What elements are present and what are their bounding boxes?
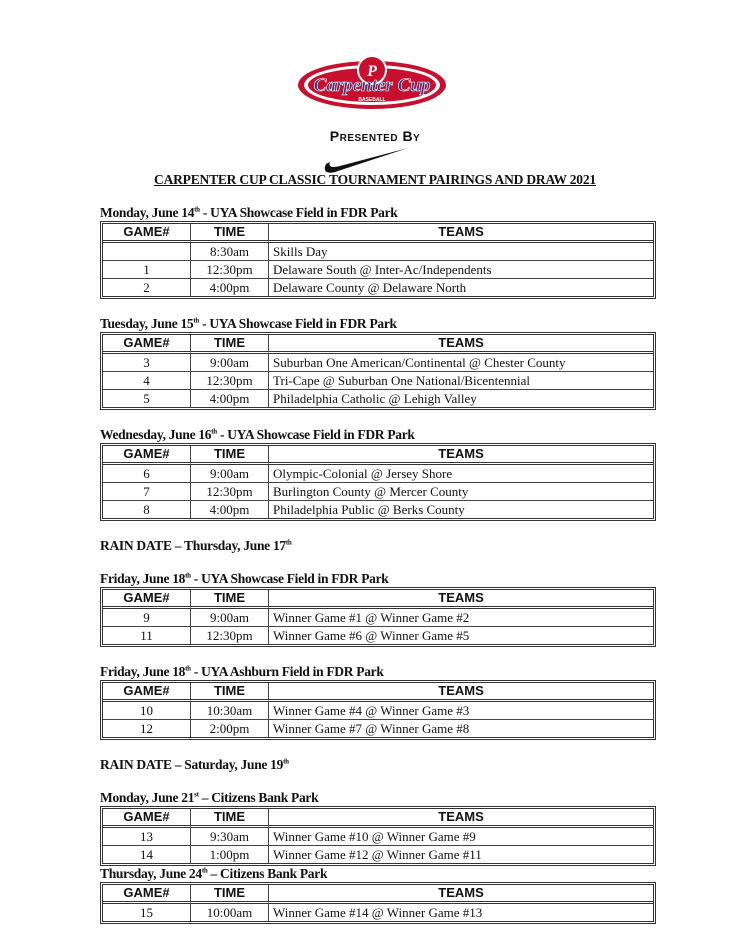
col-teams: TEAMS <box>269 885 653 904</box>
col-time: TIME <box>191 590 269 609</box>
section-heading: Friday, June 18th - UYA Ashburn Field in FDR Park <box>100 664 384 679</box>
schedule <box>100 205 656 924</box>
table-row: 10 10:30am Winner Game #4 @ Winner Game #3 <box>103 702 653 720</box>
section-heading: Monday, June 21st – Citizens Bank Park <box>100 790 319 805</box>
schedule-section-monday-june-14 <box>100 205 656 299</box>
table-row: 6 9:00am Olympic-Colonial @ Jersey Shore <box>103 465 653 483</box>
col-time: TIME <box>191 809 269 828</box>
section-heading: Monday, June 14th - UYA Showcase Field in FDR Park <box>100 205 398 220</box>
col-time: TIME <box>191 885 269 904</box>
col-teams: TEAMS <box>269 590 653 609</box>
games-table <box>100 680 656 740</box>
col-teams: TEAMS <box>269 683 653 702</box>
games-table <box>100 443 656 521</box>
col-game: GAME# <box>103 446 191 465</box>
section-heading: Friday, June 18th - UYA Showcase Field in FDR Park <box>100 571 389 586</box>
table-row: 15 10:00am Winner Game #14 @ Winner Game #13 <box>103 904 653 921</box>
schedule-section-monday-june-21 <box>100 790 656 866</box>
schedule-section-tuesday-june-15 <box>100 316 656 410</box>
section-heading: Tuesday, June 15th - UYA Showcase Field in FDR Park <box>100 316 397 331</box>
col-time: TIME <box>191 335 269 354</box>
page-title: CARPENTER CUP CLASSIC TOURNAMENT PAIRINGS AND DRAW 2021 <box>154 172 596 187</box>
col-game: GAME# <box>103 809 191 828</box>
col-game: GAME# <box>103 335 191 354</box>
col-teams: TEAMS <box>269 335 653 354</box>
table-row: 5 4:00pm Philadelphia Catholic @ Lehigh Valley <box>103 390 653 407</box>
schedule-section-thursday-june-24 <box>100 866 656 924</box>
table-row: 8:30am Skills Day <box>103 243 653 261</box>
table-row: 12 2:00pm Winner Game #7 @ Winner Game #8 <box>103 720 653 737</box>
games-table <box>100 587 656 647</box>
col-teams: TEAMS <box>269 446 653 465</box>
table-row: 1 12:30pm Delaware South @ Inter-Ac/Independents <box>103 261 653 279</box>
col-time: TIME <box>191 224 269 243</box>
table-row: 7 12:30pm Burlington County @ Mercer County <box>103 483 653 501</box>
table-row: 2 4:00pm Delaware County @ Delaware North <box>103 279 653 296</box>
games-table <box>100 882 656 924</box>
table-row: 3 9:00am Suburban One American/Continental @ Chester County <box>103 354 653 372</box>
carpenter-cup-logo <box>292 52 452 112</box>
table-row: 11 12:30pm Winner Game #6 @ Winner Game #5 <box>103 627 653 644</box>
table-row: 4 12:30pm Tri-Cape @ Suburban One National/Bicentennial <box>103 372 653 390</box>
games-table <box>100 332 656 410</box>
col-game: GAME# <box>103 590 191 609</box>
presented-by-label: Presented By <box>329 128 421 144</box>
svg-text:Carpenter Cup: Carpenter Cup <box>313 75 431 96</box>
col-game: GAME# <box>103 683 191 702</box>
schedule-section-wednesday-june-16 <box>100 427 656 521</box>
table-row: 14 1:00pm Winner Game #12 @ Winner Game #11 <box>103 846 653 863</box>
col-game: GAME# <box>103 885 191 904</box>
svg-text:P: P <box>367 63 377 80</box>
section-heading: Thursday, June 24th – Citizens Bank Park <box>100 866 328 881</box>
rain-date-note: RAIN DATE – Thursday, June 17th <box>100 538 292 553</box>
col-time: TIME <box>191 446 269 465</box>
rain-date-note: RAIN DATE – Saturday, June 19th <box>100 757 289 772</box>
table-row: 13 9:30am Winner Game #10 @ Winner Game #9 <box>103 828 653 846</box>
col-time: TIME <box>191 683 269 702</box>
svg-text:BASEBALL: BASEBALL <box>358 97 386 103</box>
col-teams: TEAMS <box>269 224 653 243</box>
games-table <box>100 806 656 866</box>
col-game: GAME# <box>103 224 191 243</box>
schedule-section-friday-june-18-ashburn <box>100 664 656 740</box>
col-teams: TEAMS <box>269 809 653 828</box>
table-row: 8 4:00pm Philadelphia Public @ Berks County <box>103 501 653 518</box>
games-table <box>100 221 656 299</box>
section-heading: Wednesday, June 16th - UYA Showcase Field in FDR Park <box>100 427 415 442</box>
table-row: 9 9:00am Winner Game #1 @ Winner Game #2 <box>103 609 653 627</box>
schedule-section-friday-june-18-showcase <box>100 571 656 647</box>
